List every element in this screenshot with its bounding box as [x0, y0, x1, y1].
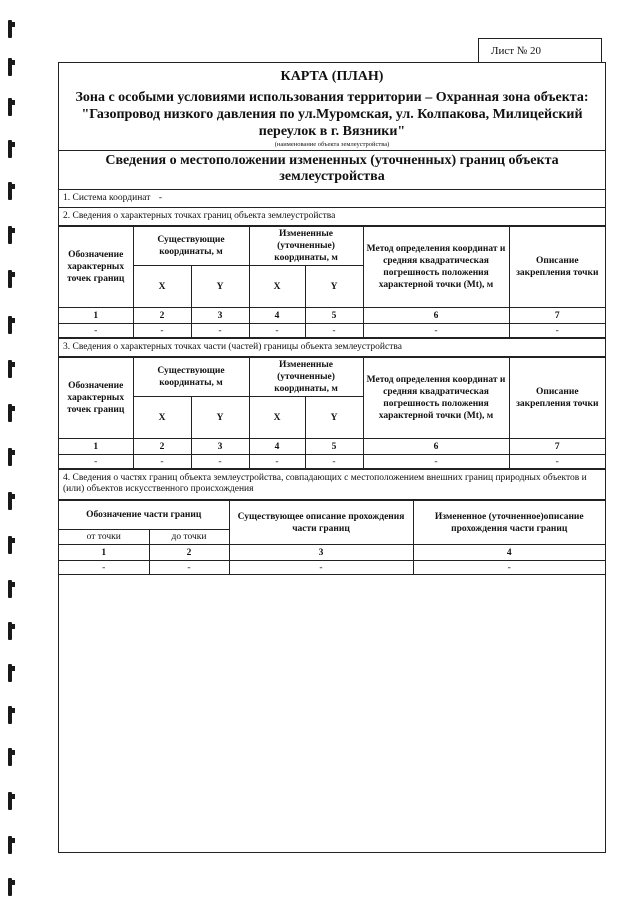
column-number: 6 — [363, 439, 509, 455]
table-cell: - — [59, 561, 149, 575]
coord-system-row — [59, 190, 605, 208]
col-existing: Существующие координаты, м — [133, 358, 249, 397]
column-numbers-row — [59, 308, 605, 324]
column-number: 3 — [191, 308, 249, 324]
col-method: Метод определения координат и средняя квадратическая погрешность положения характерной точки (Mt), м — [363, 358, 509, 439]
document-header — [59, 63, 605, 151]
col-changed: Измененные (уточненные) координаты, м — [249, 227, 363, 266]
table-cell: - — [59, 455, 133, 469]
col-designation: Обозначение характерных точек границ — [59, 227, 133, 308]
col-y: Y — [191, 266, 249, 308]
table-cell: - — [249, 324, 305, 338]
column-numbers-row — [59, 439, 605, 455]
table-cell: - — [133, 324, 191, 338]
table-cell: - — [249, 455, 305, 469]
col-from-point: от точки — [59, 530, 149, 545]
coord-system-value: - — [158, 193, 162, 203]
col-changed-description: Измененное (уточненное)описание прохождения части границ — [413, 501, 605, 545]
table1-caption: 2. Сведения о характерных точках границ объекта землеустройства — [59, 208, 605, 226]
table-cell: - — [191, 455, 249, 469]
table3-caption: 4. Сведения о частях границ объекта землеустройства, совпадающих с местоположением внешних границ природных объектов и (или) объектов искусственного происхождения — [59, 469, 605, 500]
column-number: 2 — [133, 439, 191, 455]
col-y: Y — [305, 266, 363, 308]
part-points-table — [59, 357, 605, 469]
column-number: 4 — [249, 439, 305, 455]
col-existing-description: Существующее описание прохождения части границ — [229, 501, 413, 545]
table-cell: - — [305, 324, 363, 338]
column-numbers-row — [59, 545, 605, 561]
column-number: 3 — [229, 545, 413, 561]
document-subject: Зона с особыми условиями использования территории – Охранная зона объекта: "Газопровод низкого давления по ул.Муромская, ул. Колпакова, Милицейский переулок в г. Вязники" — [75, 90, 589, 139]
table-cell: - — [509, 455, 605, 469]
column-number: 7 — [509, 439, 605, 455]
col-part-designation: Обозначение части границ — [59, 501, 229, 530]
col-designation: Обозначение характерных точек границ — [59, 358, 133, 439]
column-number: 1 — [59, 545, 149, 561]
subject-caption: (наименование объекта землеустройства) — [274, 141, 390, 148]
table-cell: - — [363, 455, 509, 469]
table-cell: - — [149, 561, 229, 575]
coord-system-label: 1. Система координат — [63, 193, 151, 203]
column-number: 5 — [305, 439, 363, 455]
table-row — [59, 324, 605, 338]
col-x: X — [249, 397, 305, 439]
table-cell: - — [413, 561, 605, 575]
col-description: Описание закрепления точки — [509, 358, 605, 439]
col-x: X — [133, 266, 191, 308]
sheet-number: Лист № 20 — [478, 38, 602, 62]
col-x: X — [133, 397, 191, 439]
table-cell: - — [59, 324, 133, 338]
points-table — [59, 226, 605, 338]
column-number: 5 — [305, 308, 363, 324]
column-number: 4 — [413, 545, 605, 561]
col-y: Y — [191, 397, 249, 439]
table-cell: - — [509, 324, 605, 338]
boundary-parts-table — [59, 500, 605, 575]
table-row — [59, 455, 605, 469]
column-number: 1 — [59, 308, 133, 324]
table-cell: - — [191, 324, 249, 338]
column-number: 4 — [249, 308, 305, 324]
column-number: 2 — [133, 308, 191, 324]
col-existing: Существующие координаты, м — [133, 227, 249, 266]
section-title: Сведения о местоположении измененных (уточненных) границ объекта землеустройства — [59, 151, 605, 190]
column-number: 6 — [363, 308, 509, 324]
binding-edge — [6, 0, 20, 905]
col-description: Описание закрепления точки — [509, 227, 605, 308]
col-method: Метод определения координат и средняя квадратическая погрешность положения характерной точки (Mt), м — [363, 227, 509, 308]
column-number: 7 — [509, 308, 605, 324]
col-x: X — [249, 266, 305, 308]
column-number: 1 — [59, 439, 133, 455]
column-number: 2 — [149, 545, 229, 561]
table-row — [59, 561, 605, 575]
document-frame — [58, 62, 606, 853]
document-title: КАРТА (ПЛАН) — [280, 69, 384, 84]
col-changed: Измененные (уточненные) координаты, м — [249, 358, 363, 397]
column-number: 3 — [191, 439, 249, 455]
table-cell: - — [305, 455, 363, 469]
table-cell: - — [363, 324, 509, 338]
table-cell: - — [229, 561, 413, 575]
col-y: Y — [305, 397, 363, 439]
col-to-point: до точки — [149, 530, 229, 545]
table-cell: - — [133, 455, 191, 469]
table2-caption: 3. Сведения о характерных точках части (частей) границы объекта землеустройства — [59, 338, 605, 357]
